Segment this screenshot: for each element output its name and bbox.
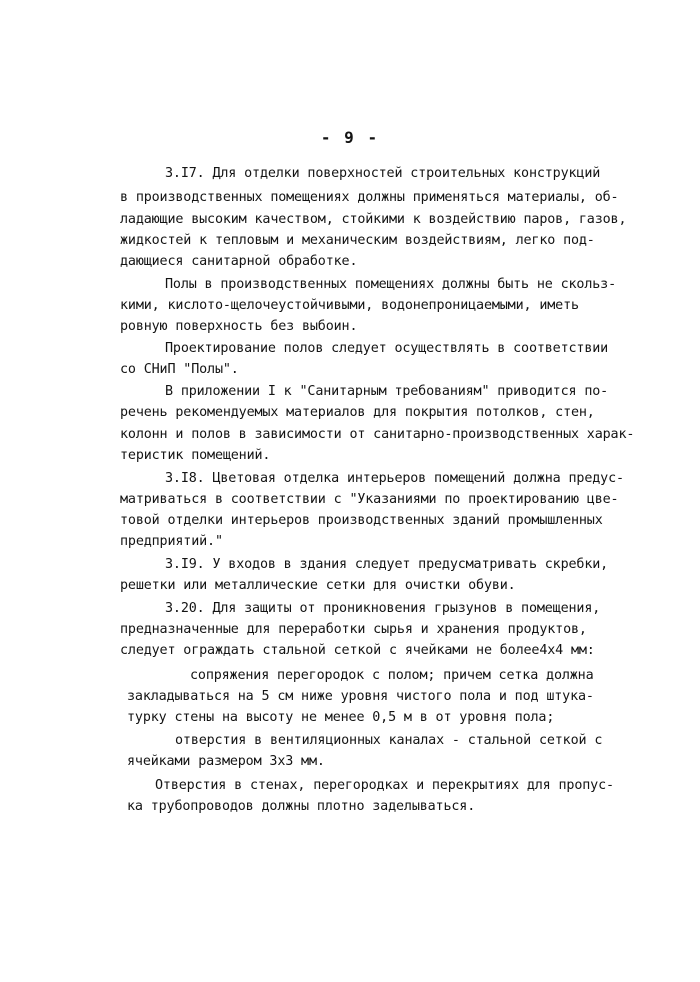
p-junctions-line-2: закладываться на 5 см ниже уровня чистого пола и под штука- bbox=[127, 689, 594, 704]
p-floors-line-1: Полы в производственных помещениях должны быть не скольз- bbox=[165, 277, 616, 292]
p-3-18-line-3: товой отделки интерьеров производственных зданий промышленных bbox=[120, 513, 603, 528]
p-3-17-line-4: жидкостей к тепловым и механическим воздействиям, легко под- bbox=[120, 233, 595, 248]
p-junctions-line-3: турку стены на высоту не менее 0,5 м в от уровня пола; bbox=[127, 710, 555, 725]
p-appendix-line-1: В приложении I к "Санитарным требованиям" приводится по- bbox=[165, 384, 609, 399]
p-3-17-line-1: 3.I7. Для отделки поверхностей строительных конструкций bbox=[165, 166, 601, 181]
p-appendix-line-2: речень рекомендуемых материалов для покрытия потолков, стен, bbox=[120, 405, 595, 420]
p-floors-line-2: кими, кислото-щелочеустойчивыми, водонепроницаемыми, иметь bbox=[120, 298, 579, 313]
p-design-line-1: Проектирование полов следует осуществлять в соответствии bbox=[165, 341, 609, 356]
p-3-18-line-2: матриваться в соответствии с "Указаниями по проектированию цве- bbox=[120, 492, 619, 507]
p-design-line-2: со СНиП "Полы". bbox=[120, 362, 239, 377]
p-3-18-line-4: предприятий." bbox=[120, 534, 223, 549]
p-3-17-line-5: дающиеся санитарной обработке. bbox=[120, 254, 358, 269]
p-3-19-line-1: 3.I9. У входов в здания следует предусматривать скребки, bbox=[165, 557, 609, 572]
p-3-17-line-2: в производственных помещениях должны применяться материалы, об- bbox=[120, 190, 619, 205]
p-3-17-line-3: ладающие высоким качеством, стойкими к воздействию паров, газов, bbox=[120, 212, 627, 227]
p-openings-line-1: Отверстия в стенах, перегородках и перекрытиях для пропус- bbox=[155, 778, 614, 793]
p-3-20-line-3: следует ограждать стальной сеткой с ячейками не более4х4 мм: bbox=[120, 643, 595, 658]
p-openings-line-2: ка трубопроводов должны плотно заделываться. bbox=[127, 799, 476, 814]
p-3-18-line-1: 3.I8. Цветовая отделка интерьеров помещений должна предус- bbox=[165, 471, 624, 486]
p-vent-line-2: ячейками размером 3х3 мм. bbox=[127, 754, 325, 769]
p-3-20-line-2: предназначенные для переработки сырья и хранения продуктов, bbox=[120, 622, 587, 637]
page-number: - 9 - bbox=[320, 128, 380, 147]
p-vent-line-1: отверстия в вентиляционных каналах - стальной сеткой с bbox=[175, 733, 603, 748]
p-3-19-line-2: решетки или металлические сетки для очистки обуви. bbox=[120, 578, 516, 593]
p-floors-line-3: ровную поверхность без выбоин. bbox=[120, 319, 358, 334]
p-appendix-line-3: колонн и полов в зависимости от санитарно-производственных харак- bbox=[120, 427, 635, 442]
p-3-20-line-1: 3.20. Для защиты от проникновения грызунов в помещения, bbox=[165, 601, 601, 616]
p-junctions-line-1: сопряжения перегородок с полом; причем сетка должна bbox=[190, 668, 594, 683]
p-appendix-line-4: теристик помещений. bbox=[120, 448, 271, 463]
